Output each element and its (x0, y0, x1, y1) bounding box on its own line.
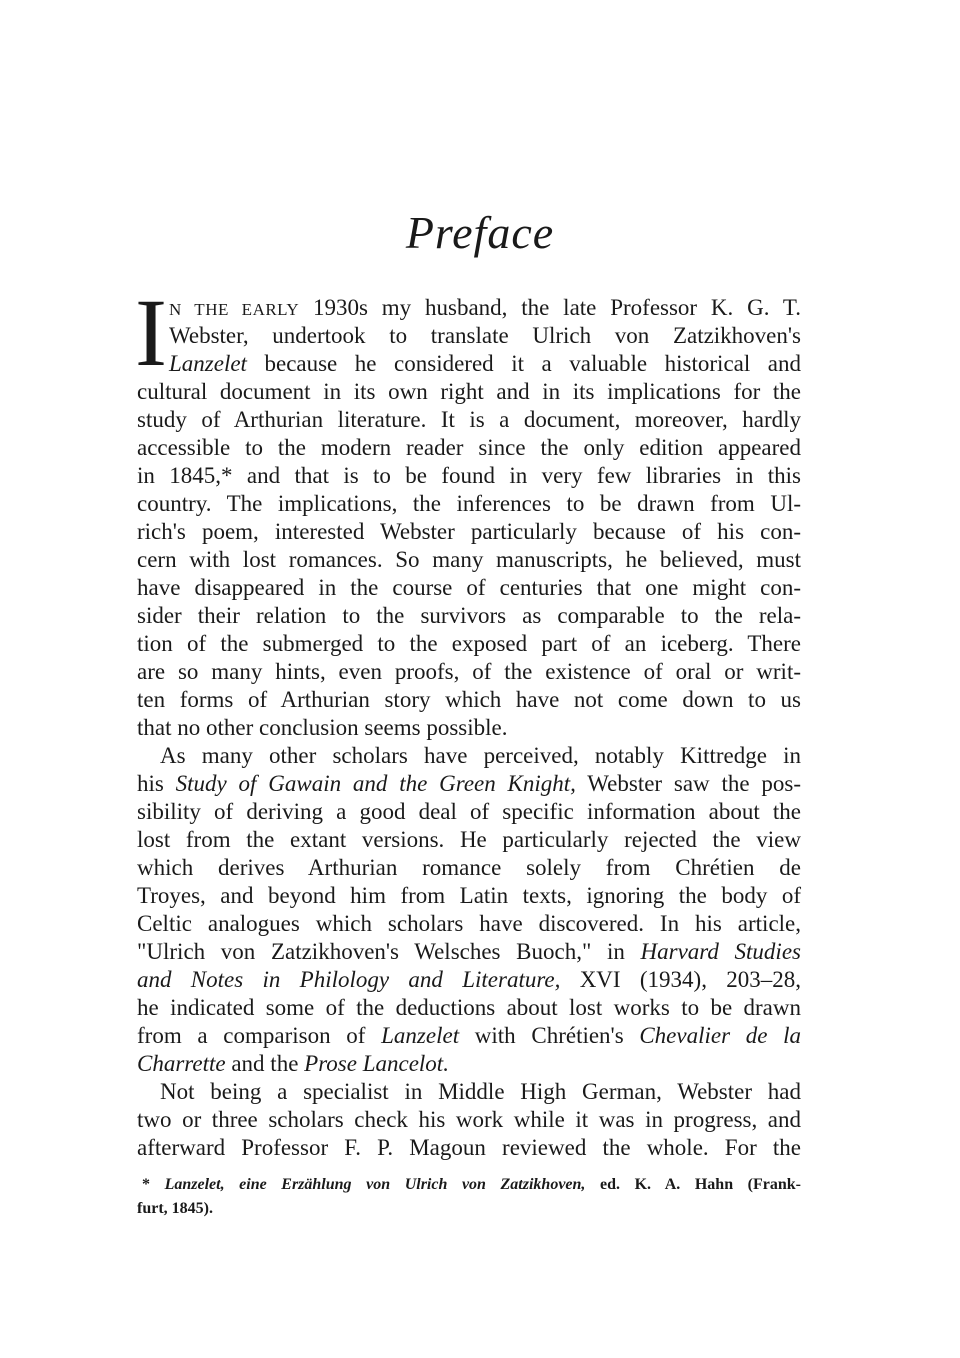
text-run: Webster saw the pos- (575, 771, 801, 796)
text-run: study of Arthurian literature. It is a document, moreover, hardly (137, 407, 801, 432)
text-run: Troyes, and beyond him from Latin texts, ignoring the body of (137, 883, 801, 908)
text-line (137, 714, 801, 742)
text-run: have disappeared in the course of centuries that one might con- (137, 575, 801, 600)
italic-text: and Notes in Philology and Literature, (137, 967, 561, 992)
text-line (137, 966, 801, 994)
text-run: tion of the submerged to the exposed part of an iceberg. There (137, 631, 801, 656)
text-run: and the (225, 1051, 305, 1076)
italic-text: Study of Gawain and the Green Knight, (175, 771, 576, 796)
footnote-line (137, 1197, 801, 1221)
text-line (169, 294, 801, 324)
text-run: from a comparison of (137, 1023, 382, 1048)
text-line (137, 882, 801, 910)
lead-smallcaps: N THE EARLY (169, 300, 300, 319)
text-run: because he considered it a valuable historical and (246, 351, 801, 376)
text-line (137, 630, 801, 658)
italic-text: Harvard Studies (640, 939, 801, 964)
text-run: accessible to the modern reader since the only edition appeared (137, 435, 801, 460)
text-run: which derives Arthurian romance solely from Chrétien de (137, 855, 801, 880)
text-run: As many other scholars have perceived, notably Kittredge in (160, 743, 801, 768)
text-line (137, 1106, 801, 1134)
text-run: with Chrétien's (459, 1023, 640, 1048)
text-run: he indicated some of the deductions about lost works to be drawn (137, 995, 801, 1020)
italic-text: Chevalier de la (639, 1023, 802, 1048)
text-line (137, 686, 801, 714)
text-run: Celtic analogues which scholars have discovered. In his article, (137, 911, 801, 936)
text-line (137, 546, 801, 574)
italic-text: Lanzelet (381, 1023, 460, 1048)
text-run: ten forms of Arthurian story which have not come down to us (137, 687, 801, 712)
text-run: cultural document in its own right and in its implications for the (137, 379, 801, 404)
text-run: cern with lost romances. So many manuscripts, he believed, must (137, 547, 801, 572)
text-line (137, 378, 801, 406)
text-line (169, 322, 801, 350)
text-line (137, 658, 801, 686)
text-line (137, 574, 801, 602)
text-run: Not being a specialist in Middle High German, Webster had (160, 1079, 801, 1104)
text-run: ed. K. A. Hahn (Frank- (585, 1176, 801, 1193)
text-line (137, 770, 801, 798)
italic-text: Lanzelet (169, 351, 247, 376)
text-run: "Ulrich von Zatzikhoven's Welsches Buoch," in (137, 939, 641, 964)
text-run: are so many hints, even proofs, of the existence of oral or writ- (137, 659, 801, 684)
text-run: 1930s my husband, the late Professor K. G. T. (299, 295, 801, 320)
text-line (169, 350, 801, 378)
text-run: XVI (1934), 203–28, (560, 967, 801, 992)
italic-text: Charrette (137, 1051, 226, 1076)
text-run: sider their relation to the survivors as comparable to the rela- (137, 603, 801, 628)
italic-text: Prose Lancelot. (304, 1051, 449, 1076)
page-title: Preface (405, 207, 555, 258)
text-run: Webster, undertook to translate Ulrich von Zatzikhoven's (169, 323, 801, 348)
text-run: * (142, 1176, 165, 1193)
text-line (160, 742, 801, 770)
text-line (137, 602, 801, 630)
text-run: furt, 1845). (137, 1200, 213, 1217)
text-line (137, 798, 801, 826)
text-run: in 1845,* and that is to be found in very few libraries in this (137, 463, 801, 488)
footnote-line (142, 1173, 801, 1197)
text-run: rich's poem, interested Webster particularly because of his con- (137, 519, 801, 544)
text-run: afterward Professor F. P. Magoun reviewed the whole. For the (137, 1135, 801, 1160)
text-line (137, 434, 801, 462)
text-line (137, 994, 801, 1022)
text-line (137, 1022, 801, 1050)
text-line (137, 490, 801, 518)
drop-cap: I (135, 279, 167, 386)
text-line (137, 938, 801, 966)
text-run: his (137, 771, 176, 796)
text-run: sibility of deriving a good deal of specific information about the (137, 799, 801, 824)
text-line (160, 1078, 801, 1106)
text-line (137, 1134, 801, 1162)
text-run: that no other conclusion seems possible. (137, 715, 508, 740)
text-line (137, 826, 801, 854)
text-run: country. The implications, the inferences to be drawn from Ul- (137, 491, 801, 516)
text-line (137, 462, 801, 490)
text-line (137, 1050, 801, 1078)
text-run: lost from the extant versions. He particularly rejected the view (137, 827, 801, 852)
text-line (137, 854, 801, 882)
text-run: two or three scholars check his work while it was in progress, and (137, 1107, 801, 1132)
text-line (137, 910, 801, 938)
text-line (137, 406, 801, 434)
text-line (137, 518, 801, 546)
italic-text: Lanzelet, eine Erzählung von Ulrich von Zatzikhoven, (164, 1176, 586, 1193)
